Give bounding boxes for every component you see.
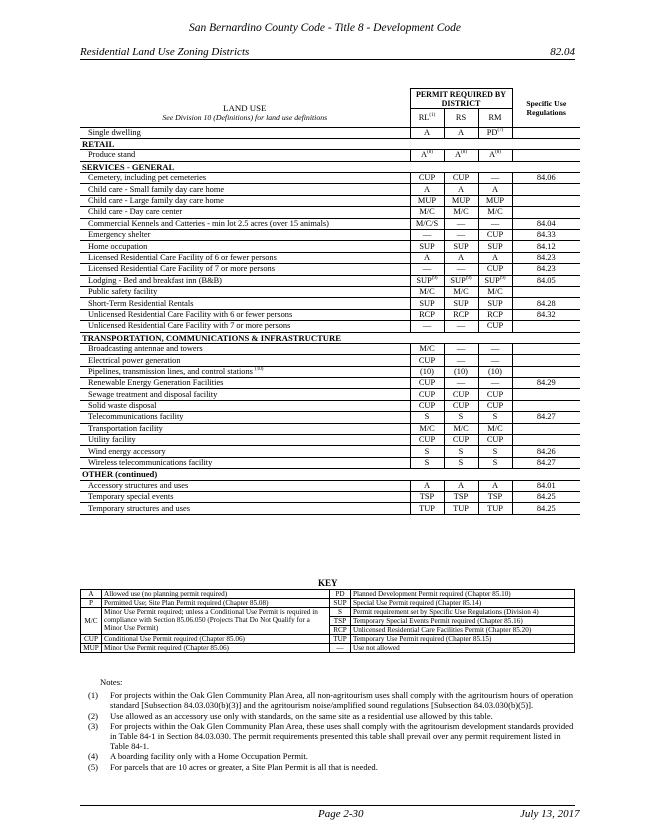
key-desc: Temporary Special Events Permit required (Chapter 85.16) [351,617,575,626]
table-row [80,378,580,389]
regulation-ref [512,343,580,354]
permit-rs: — [444,218,478,229]
permit-rl: CUP [410,435,444,446]
regulation-ref [512,435,580,446]
regulation-ref: 84.05 [512,275,580,286]
footer-date: July 13, 2017 [520,808,580,820]
regulation-ref [512,366,580,377]
permit-rm: — [478,355,512,366]
key-desc: Use not allowed [351,644,575,653]
note-item [88,690,578,710]
key-code: M/C [81,608,102,635]
regulation-ref [512,195,580,206]
land-use-name: Sewage treatment and disposal facility [80,389,410,400]
regulation-ref [512,389,580,400]
table-row [80,321,580,332]
regulation-ref: 84.25 [512,492,580,503]
permit-rs: — [444,230,478,241]
key-table [80,589,575,653]
permit-rs: A [444,184,478,195]
note-text: For projects within the Oak Glen Community Plan Area, all non-agritourism uses shall comply with the agritourism hours of operation standard [Subsection 84.03.030(b)(3)] and the agritourism noise/amplified sound regulations [Subsection 84.03.030(b)(5)]. [110,690,574,711]
land-use-heading: LAND USE [223,102,267,113]
table-row [80,230,580,241]
land-use-name: Single dwelling [80,127,410,138]
permit-rl: M/C [410,286,444,297]
regulation-ref [512,207,580,218]
permit-rm: (10) [478,366,512,377]
permit-rm: PD$^{(7)}$ [478,127,512,138]
permit-rl: M/C [410,207,444,218]
land-use-name: Licensed Residential Care Facility of 6 or fewer persons [80,252,410,263]
table-row [80,503,580,514]
permit-rs: CUP [444,435,478,446]
permit-rm: CUP [478,389,512,400]
permit-rm: TSP [478,492,512,503]
note-item [88,762,578,772]
permit-rl: RCP [410,309,444,320]
table-row [80,173,580,184]
regulation-ref: 84.12 [512,241,580,252]
section-row [80,469,580,480]
permit-rl: CUP [410,389,444,400]
permit-rs: S [444,412,478,423]
land-use-header [80,89,410,128]
table-row [80,184,580,195]
permit-rm: S [478,412,512,423]
key-row [81,635,575,644]
table-row [80,423,580,434]
table-row [80,218,580,229]
land-use-name: Commercial Kennels and Catteries - min lot 2.5 acres (over 15 animals) [80,218,410,229]
regulation-ref: 84.27 [512,412,580,423]
land-use-name: Lodging - Bed and breakfast inn (B&B) [80,275,410,286]
note-item [88,751,578,761]
key-code: TSP [330,617,351,626]
table-row [80,400,580,411]
table-row [80,389,580,400]
permit-rl: SUP$^{(9)}$ [410,275,444,286]
key-desc: Temporary Use Permit required (Chapter 85.15) [351,635,575,644]
key-desc: Allowed use (no planning permit required) [102,590,330,599]
note-item [88,711,578,721]
permit-rl: A [410,252,444,263]
regulation-ref [512,355,580,366]
key-code: TUP [330,635,351,644]
table-row [80,150,580,161]
permit-rm: CUP [478,264,512,275]
col-rs: RS [444,109,478,127]
key-code: P [81,599,102,608]
permit-rs: A [444,480,478,491]
permit-rm: $A^{(8)}$ [478,150,512,161]
note-number: (1) [88,690,99,701]
table-row [80,492,580,503]
land-use-name: Wireless telecommunications facility [80,457,410,468]
table-row [80,480,580,491]
permit-rl: S [410,412,444,423]
permit-rs: TUP [444,503,478,514]
document-title: San Bernardino County Code - Title 8 - Development Code [188,22,462,34]
regulation-ref [512,423,580,434]
land-use-name: Renewable Energy Generation Facilities [80,378,410,389]
permit-rm: A [478,252,512,263]
permit-rs: S [444,446,478,457]
permit-rm: RCP [478,309,512,320]
permit-rs: CUP [444,173,478,184]
regulation-ref: 84.27 [512,457,580,468]
land-use-name: Short-Term Residential Rentals [80,298,410,309]
permit-rs: MUP [444,195,478,206]
key-row [81,599,575,608]
land-use-table [80,88,580,515]
key-code: SUP [330,599,351,608]
permit-rs: $A^{(8)}$ [444,150,478,161]
section-heading: RETAIL [80,138,580,149]
permit-rs: RCP [444,309,478,320]
permit-rl: A [410,184,444,195]
regulation-ref [512,150,580,161]
section-header [80,46,575,60]
land-use-name: Licensed Residential Care Facility of 7 or more persons [80,264,410,275]
section-title: Residential Land Use Zoning Districts [80,46,250,58]
permit-rm: SUP [478,241,512,252]
regulation-ref: 84.04 [512,218,580,229]
permit-rl: S [410,446,444,457]
key-code: PD [330,590,351,599]
section-heading: OTHER (continued) [80,469,580,480]
permit-rm: M/C [478,423,512,434]
permit-rs: — [444,355,478,366]
permit-rl: A [410,480,444,491]
land-use-name: Produce stand [80,150,410,161]
permit-rs: M/C [444,423,478,434]
land-use-name: Pipelines, transmission lines, and control stations $^{(10)}$ [80,366,410,377]
permit-rl: CUP [410,355,444,366]
key-code: S [330,608,351,617]
land-use-name: Telecommunications facility [80,412,410,423]
section-number: 82.04 [550,46,575,58]
permit-rm: TUP [478,503,512,514]
table-row [80,435,580,446]
table-row [80,457,580,468]
section-row [80,138,580,149]
permit-rm: MUP [478,195,512,206]
permit-rl: TUP [410,503,444,514]
permit-rs: M/C [444,207,478,218]
key-row [81,608,575,617]
col-rm: RM [478,109,512,127]
permit-rl: M/C [410,343,444,354]
land-use-name: Transportation facility [80,423,410,434]
regulation-ref [512,400,580,411]
note-number: (4) [88,751,99,762]
key-code: A [81,590,102,599]
permit-rs: TSP [444,492,478,503]
permit-rl: — [410,230,444,241]
page-number: Page 2-30 [318,808,364,820]
regulation-ref [512,286,580,297]
note-number: (3) [88,720,99,731]
permit-rm: CUP [478,435,512,446]
land-use-name: Temporary structures and uses [80,503,410,514]
regulation-ref [512,127,580,138]
key-code: — [330,644,351,653]
permit-rm: — [478,218,512,229]
key-desc: Planned Development Permit required (Chapter 85.10) [351,590,575,599]
regulation-ref: 84.26 [512,446,580,457]
key-code: MUP [81,644,102,653]
permit-rm: SUP$^{(9)}$ [478,275,512,286]
land-use-note: See Division 10 (Definitions) for land use definitions [162,112,328,122]
section-row [80,332,580,343]
key-row [81,644,575,653]
permit-rs: CUP [444,389,478,400]
permit-rm: CUP [478,230,512,241]
permit-rl: M/C/S [410,218,444,229]
permit-rl: CUP [410,173,444,184]
permit-rm: S [478,446,512,457]
regulation-ref: 84.25 [512,503,580,514]
permit-rl: — [410,264,444,275]
note-item [88,721,578,752]
col-rl: RL$^{(1)}$ [410,109,444,127]
key-desc: Conditional Use Permit required (Chapter 85.06) [102,635,330,644]
table-row [80,412,580,423]
permit-rm: S [478,457,512,468]
permit-rs: CUP [444,400,478,411]
permit-rs: A [444,127,478,138]
section-row [80,161,580,172]
land-use-name: Wind energy accessory [80,446,410,457]
key-row [81,590,575,599]
permit-rl: TSP [410,492,444,503]
permit-rm: — [478,173,512,184]
permit-rl: — [410,321,444,332]
permit-rs: A [444,252,478,263]
regulation-ref: 84.06 [512,173,580,184]
key-desc: Permitted Use; Site Plan Permit required (Chapter 85.08) [102,599,330,608]
permit-required-header: PERMIT REQUIRED BY DISTRICT [410,89,512,109]
note-number: (2) [88,710,99,721]
table-row [80,207,580,218]
table-row [80,355,580,366]
land-use-name: Emergency shelter [80,230,410,241]
regulation-ref [512,321,580,332]
permit-rl: S [410,457,444,468]
permit-rm: M/C [478,207,512,218]
land-use-name: Child care - Large family day care home [80,195,410,206]
permit-rm: A [478,480,512,491]
permit-rm: CUP [478,400,512,411]
permit-rl: A [410,127,444,138]
table-row [80,241,580,252]
note-text: Use allowed as an accessory use only with standards, on the same site as a residential use allowed by this table. [110,710,493,721]
permit-rs: M/C [444,286,478,297]
land-use-name: Unlicensed Residential Care Facility with 7 or more persons [80,321,410,332]
key-desc: Minor Use Permit required (Chapter 85.06) [102,644,330,653]
key-desc: Permit requirement set by Specific Use Regulations (Division 4) [351,608,575,617]
permit-rm: — [478,343,512,354]
note-number: (5) [88,761,99,772]
specific-use-header: Specific Use Regulations [512,89,580,128]
permit-rm: — [478,378,512,389]
regulation-ref: 84.33 [512,230,580,241]
note-text: A boarding facility only with a Home Occupation Permit. [110,751,308,762]
regulation-ref: 84.23 [512,264,580,275]
permit-rm: SUP [478,298,512,309]
table-row [80,309,580,320]
regulation-ref: 84.29 [512,378,580,389]
land-use-name: Cemetery, including pet cemeteries [80,173,410,184]
table-row [80,343,580,354]
permit-rm: CUP [478,321,512,332]
table-row [80,195,580,206]
note-text: For projects within the Oak Glen Community Plan Area, these uses shall comply with the agritourism development standards provided in Table 84-1 in Section 84.03.030. The permit requirements presented this table shall prevail over any permit requirement listed in Table 84-1. [110,720,574,752]
permit-rl: $A^{(8)}$ [410,150,444,161]
table-row [80,252,580,263]
permit-rs: SUP$^{(9)}$ [444,275,478,286]
permit-rs: — [444,343,478,354]
key-desc: Minor Use Permit required; unless a Conditional Use Permit is required in compliance with Section 85.06.050 (Projects That Do Not Qualify for a Minor Use Permit) [102,608,330,635]
land-use-name: Utility facility [80,435,410,446]
land-use-name: Child care - Day care center [80,207,410,218]
key-desc: Unlicensed Residential Care Facilities Permit (Chapter 85.20) [351,626,575,635]
land-use-name: Broadcasting antennae and towers [80,343,410,354]
key-code: CUP [81,635,102,644]
footer-rule [80,805,575,806]
land-use-name: Solid waste disposal [80,400,410,411]
permit-rl: M/C [410,423,444,434]
permit-rl: (10) [410,366,444,377]
notes [88,677,578,772]
table-row [80,298,580,309]
permit-rs: S [444,457,478,468]
key-title: KEY [318,578,338,588]
land-use-name: Unlicensed Residential Care Facility with 6 or fewer persons [80,309,410,320]
permit-rm: M/C [478,286,512,297]
table-row [80,275,580,286]
permit-rs: SUP [444,298,478,309]
land-use-name: Accessory structures and uses [80,480,410,491]
notes-title: Notes: [100,677,123,687]
permit-rs: — [444,321,478,332]
regulation-ref: 84.32 [512,309,580,320]
land-use-name: Temporary special events [80,492,410,503]
land-use-name: Child care - Small family day care home [80,184,410,195]
table-row [80,264,580,275]
land-use-name: Electrical power generation [80,355,410,366]
regulation-ref: 84.23 [512,252,580,263]
permit-rs: — [444,264,478,275]
regulation-ref: 84.28 [512,298,580,309]
permit-rs: (10) [444,366,478,377]
table-row [80,366,580,377]
table-row [80,127,580,138]
permit-rm: A [478,184,512,195]
permit-rs: — [444,378,478,389]
key-code: RCP [330,626,351,635]
table-row [80,446,580,457]
permit-rl: SUP [410,241,444,252]
note-text: For parcels that are 10 acres or greater, a Site Plan Permit is all that is needed. [110,761,378,772]
land-use-name: Home occupation [80,241,410,252]
key-desc: Special Use Permit required (Chapter 85.14) [351,599,575,608]
permit-rl: SUP [410,298,444,309]
regulation-ref: 84.01 [512,480,580,491]
table-row [80,286,580,297]
section-heading: TRANSPORTATION, COMMUNICATIONS & INFRASTRUCTURE [80,332,580,343]
permit-rl: CUP [410,378,444,389]
permit-rl: CUP [410,400,444,411]
permit-rl: MUP [410,195,444,206]
permit-rs: SUP [444,241,478,252]
land-use-name: Public safety facility [80,286,410,297]
section-heading: SERVICES - GENERAL [80,161,580,172]
regulation-ref [512,184,580,195]
